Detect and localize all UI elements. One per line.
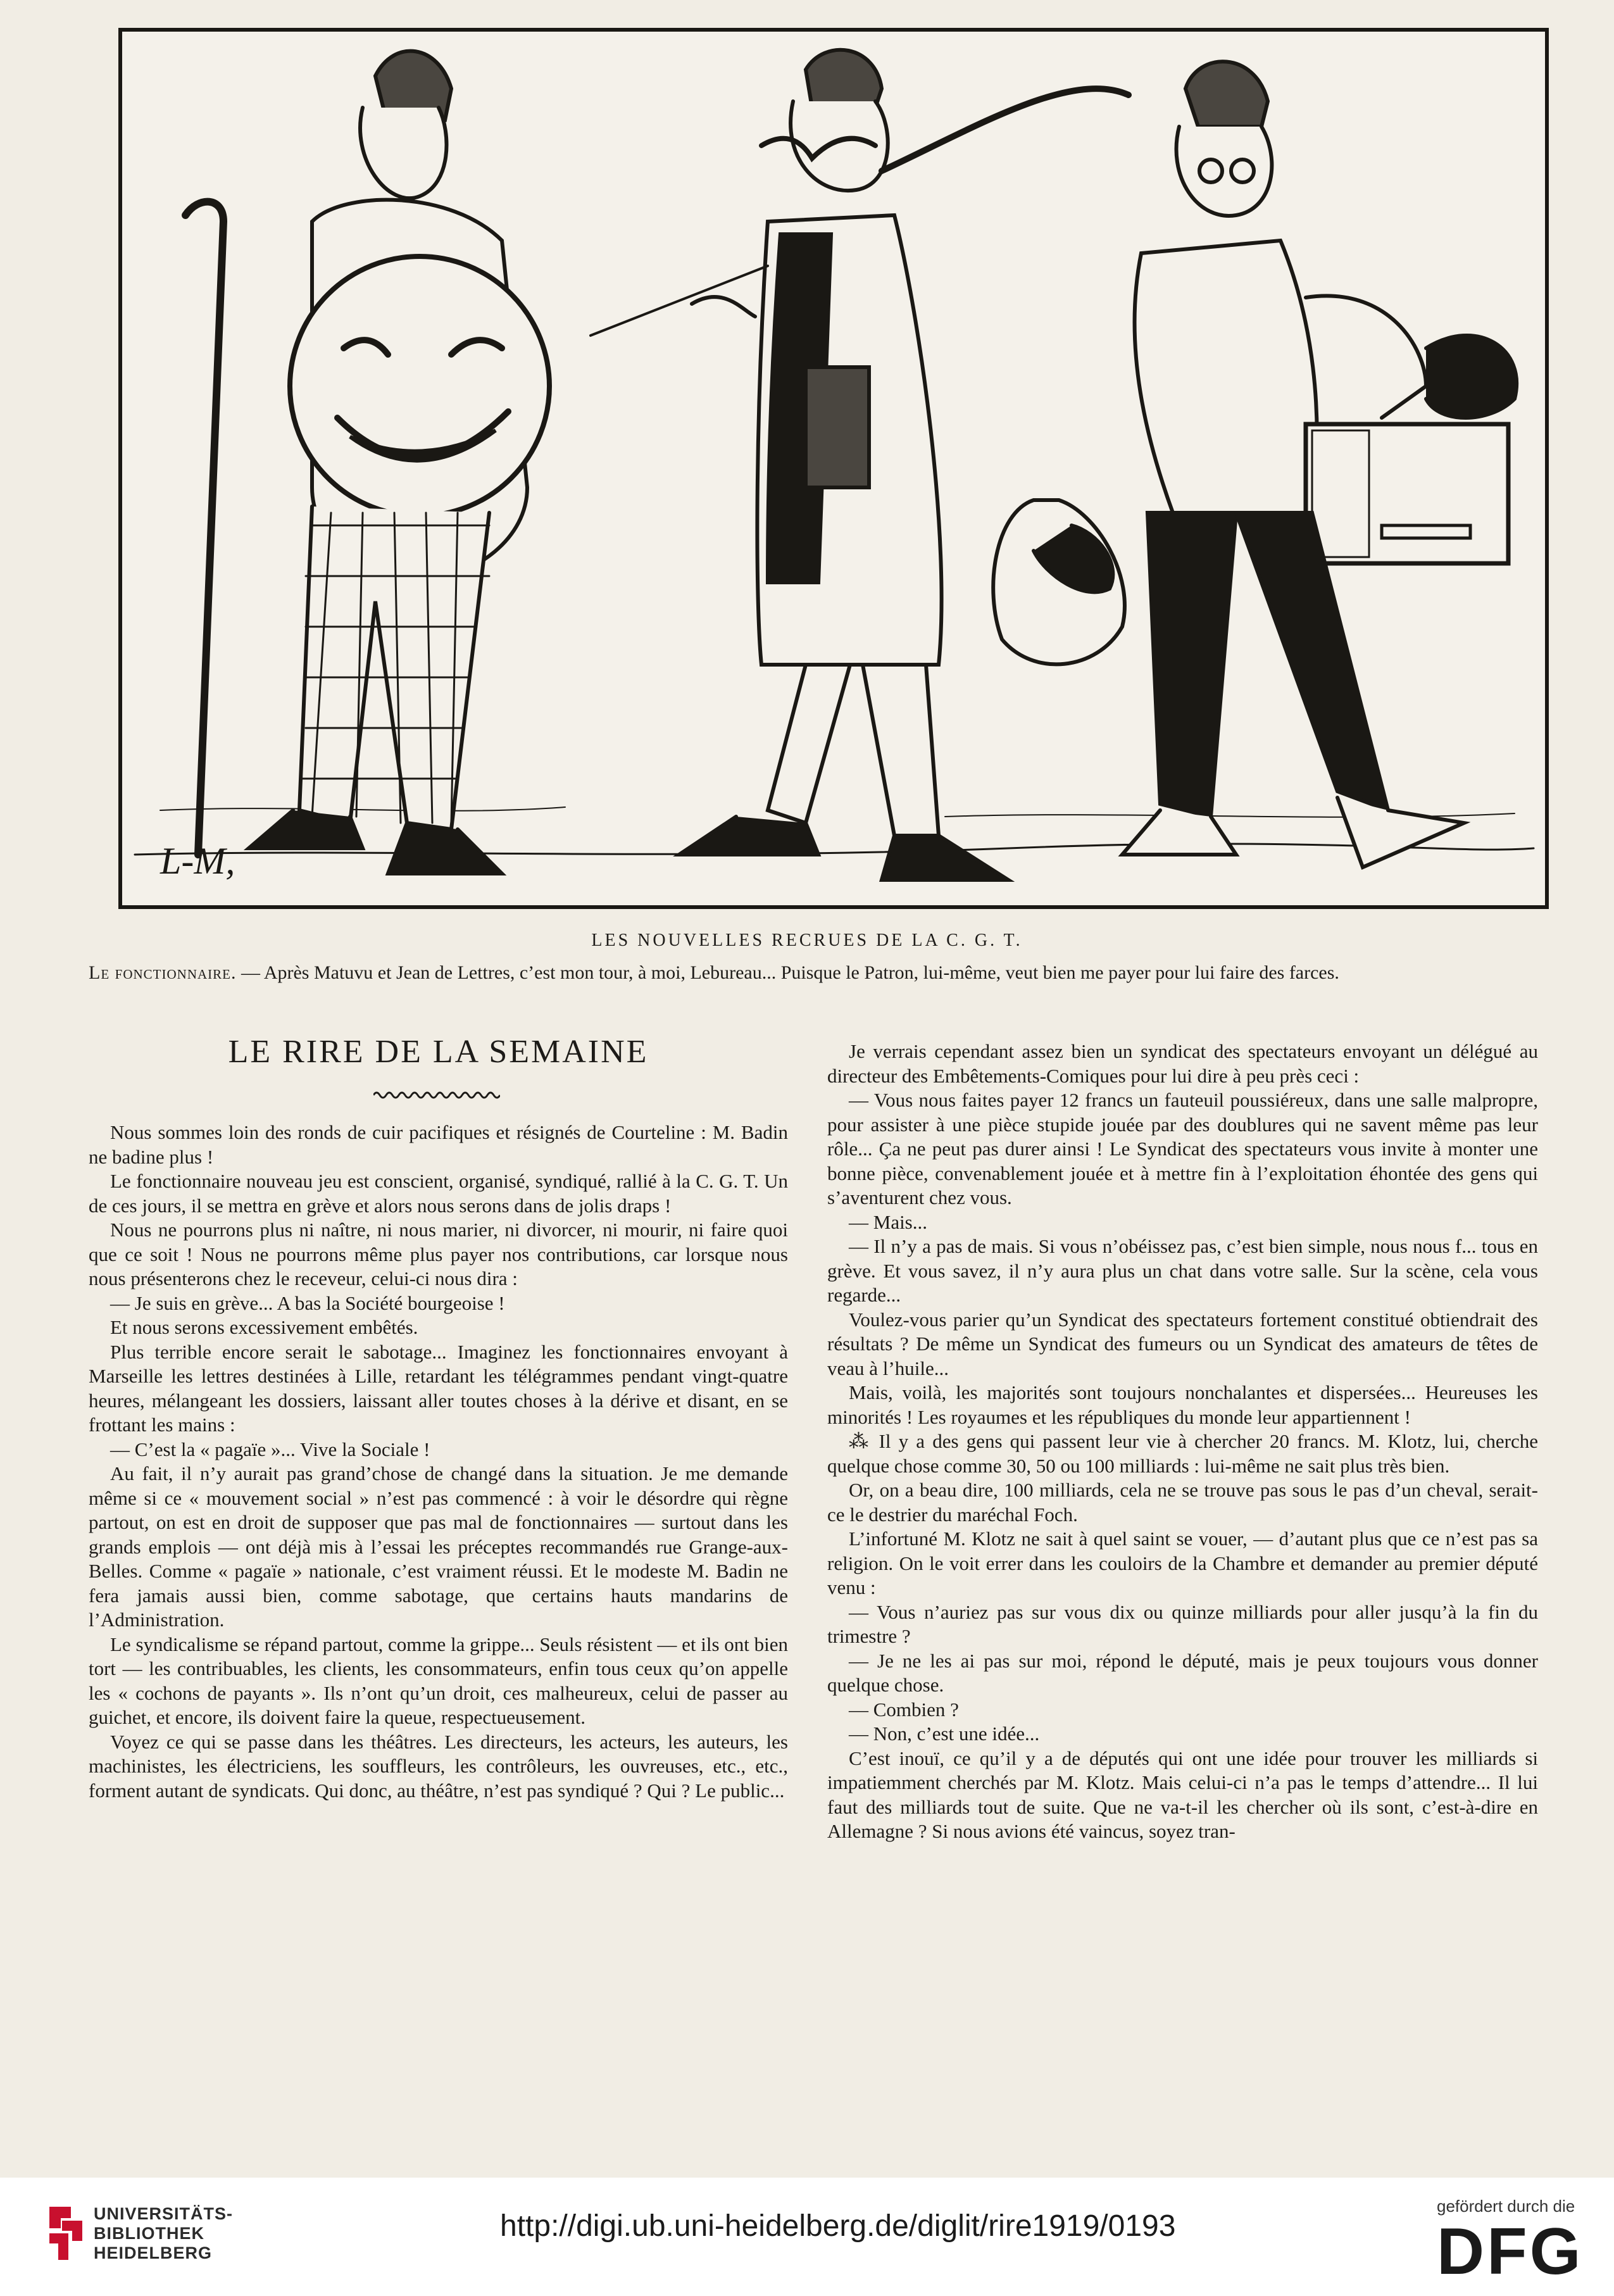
paragraph: C’est inouï, ce qu’il y a de députés qui ont une idée pour trouver les milliards si impatiemment cherchés par M. Klotz. Mais celui-ci n’a pas le temps d’attendre... Il lui faut des milliards tout de suite. Que ne va-t-il les chercher où ils sont, c’est-à-dire en Allemagne ? Si nous avions été vaincus, soyez tran-	[827, 1747, 1538, 1842]
paragraph: Nous ne pourrons plus ni naître, ni nous marier, ni divorcer, ni mourir, ni faire quoi que ce soit ! Nous ne pourrons même plus payer nos contributions, car lorsque nous nous présenterons chez le receveur, celui-ci nous dira :	[89, 1219, 788, 1289]
paragraph: Voulez-vous parier qu’un Syndicat des spectateurs fortement constitué obtiendrait des résultats ? De même un Syndicat des fumeurs ou un Syndicat des amateurs de têtes de veau à l’huile...	[827, 1308, 1538, 1379]
cartoon-drawing	[122, 32, 1545, 905]
paragraph: Au fait, il n’y aurait pas grand’chose de changé dans la situation. Je me demande même si ce « mouvement social » n’est pas commencé : à voir le désordre qui règne partout, on est en droit de supposer que pas mal de fonctionnaires — surtout dans les grands emplois — ont déjà mis à l’essai les préceptes recommandés rue Grange-aux-Belles. Comme « pagaïe » nationale, c’est vraiment réussi. Et le modeste M. Badin ne fera jamais aussi bien, comme sabotage, que certains hauts mandarins de l’Administration.	[89, 1462, 788, 1631]
artist-signature: L-M,	[160, 840, 235, 882]
caption-text	[89, 960, 1544, 986]
paragraph: — C’est la « pagaïe »... Vive la Sociale !	[110, 1438, 430, 1460]
paragraph: — Je suis en grève... A bas la Société bourgeoise !	[110, 1291, 505, 1314]
paragraph: — Mais...	[849, 1210, 927, 1233]
paragraph: Nous sommes loin des ronds de cuir pacifiques et résignés de Courteline : M. Badin ne badine plus !	[89, 1121, 788, 1168]
paragraph: Or, on a beau dire, 100 milliards, cela ne se trouve pas sous le pas d’un cheval, serait-ce le destrier du maréchal Foch.	[827, 1479, 1538, 1526]
paragraph: Le fonctionnaire nouveau jeu est conscient, organisé, syndiqué, rallié à la C. G. T. Un de ces jours, il se mettra en grève et alors nous serons dans de jolis draps !	[89, 1170, 788, 1217]
library-name-line: BIBLIOTHEK	[94, 2224, 204, 2243]
cartoon-illustration	[118, 28, 1549, 909]
dfg-logo: DFG	[1437, 2215, 1584, 2288]
headline-ornament	[373, 1089, 500, 1101]
paragraph: Plus terrible encore serait le sabotage... Imaginez les fonctionnaires envoyant à Marseille les lettres destinées à Lille, retardant les télégrammes pendant vingt-quatre heures, mélangeant les dossiers, laissant aller toutes choses à la dérive et disant, en se frottant les mains :	[89, 1340, 788, 1436]
paragraph: Je verrais cependant assez bien un syndicat des spectateurs envoyant un délégué au directeur des Embêtements-Comiques pour lui dire à peu près ceci :	[827, 1040, 1538, 1087]
paragraph: — Il n’y a pas de mais. Si vous n’obéissez pas, c’est bien simple, nous nous f... tous en grève. Et vous savez, il n’y aura plus un chat dans votre salle. Sur la scène, cela vous regarde...	[827, 1235, 1538, 1306]
paragraph: ⁂ Il y a des gens qui passent leur vie à chercher 20 francs. M. Klotz, lui, cherche quelque chose comme 30, 50 ou 100 milliards : lui-même ne sait plus très bien.	[827, 1430, 1538, 1477]
article-column-left	[89, 1120, 788, 1803]
caption-body: — Après Matuvu et Jean de Lettres, c’est mon tour, à moi, Lebureau... Puisque le Patron, lui-même, veut bien me payer pour lui faire des farces.	[236, 962, 1339, 983]
paragraph: Voyez ce qui se passe dans les théâtres. Les directeurs, les acteurs, les auteurs, les machinistes, les électriciens, les souffleurs, les contrôleurs, les ouvreuses, etc., etc., forment autant de syndicats. Qui donc, au théâtre, n’est pas syndiqué ? Qui ? Le public...	[89, 1730, 788, 1802]
caption-speaker: Le fonctionnaire.	[89, 962, 237, 983]
paragraph: L’infortuné M. Klotz ne sait à quel saint se vouer, — d’autant plus que ce n’est pas sa religion. On le voit errer dans les couloirs de la Chambre et demander au premier député venu :	[827, 1528, 1538, 1598]
paragraph: Mais, voilà, les majorités sont toujours nonchalantes et dispersées... Heureuses les minorités ! Les royaumes et les républiques du monde leur appartiennent !	[827, 1381, 1538, 1428]
article-column-right	[827, 1039, 1538, 1844]
paragraph: — Combien ?	[849, 1698, 959, 1721]
sponsor-text: gefördert durch die	[1437, 2197, 1575, 2216]
article-headline: LE RIRE DE LA SEMAINE	[228, 1034, 649, 1070]
paragraph: — Vous nous faites payer 12 francs un fauteuil poussiéreux, dans une salle malpropre, pour assister à une pièce stupide jouée par des doublures qui ne savent même pas leur rôle... Ça ne peut pas durer ainsi ! Le Syndicat des spectateurs vous invite à monter une bonne pièce, convenablement jouée et à mettre fin à l’exploitation éhontée des gens qui s’aventurent chez vous.	[827, 1089, 1538, 1208]
permalink-url[interactable]: http://digi.ub.uni-heidelberg.de/diglit/rire1919/0193	[500, 2209, 1176, 2243]
paragraph: Le syndicalisme se répand partout, comme la grippe... Seuls résistent — et ils ont bien tort — les contribuables, les clients, les consommateurs, enfin tous ceux qu’on appelle les « cochons de payants ». Ils n’ont qu’un droit, ces malheureux, celui de passer au guichet, et encore, ils doivent faire la queue, respectueusement.	[89, 1633, 788, 1728]
paragraph: — Je ne les ai pas sur moi, répond le député, mais je peux toujours vous donner quelque chose.	[827, 1649, 1538, 1696]
paragraph: Et nous serons excessivement embêtés.	[110, 1316, 418, 1338]
library-name	[94, 2204, 233, 2263]
paragraph: — Vous n’auriez pas sur vous dix ou quinze milliards pour aller jusqu’à la fin du trimestre ?	[827, 1600, 1538, 1647]
paragraph: — Non, c’est une idée...	[849, 1722, 1040, 1745]
caption-title: LES NOUVELLES RECRUES DE LA C. G. T.	[591, 931, 1023, 950]
library-name-line: UNIVERSITÄTS-	[94, 2204, 234, 2223]
library-name-line: HEIDELBERG	[94, 2243, 213, 2262]
university-logo-icon	[46, 2203, 86, 2264]
